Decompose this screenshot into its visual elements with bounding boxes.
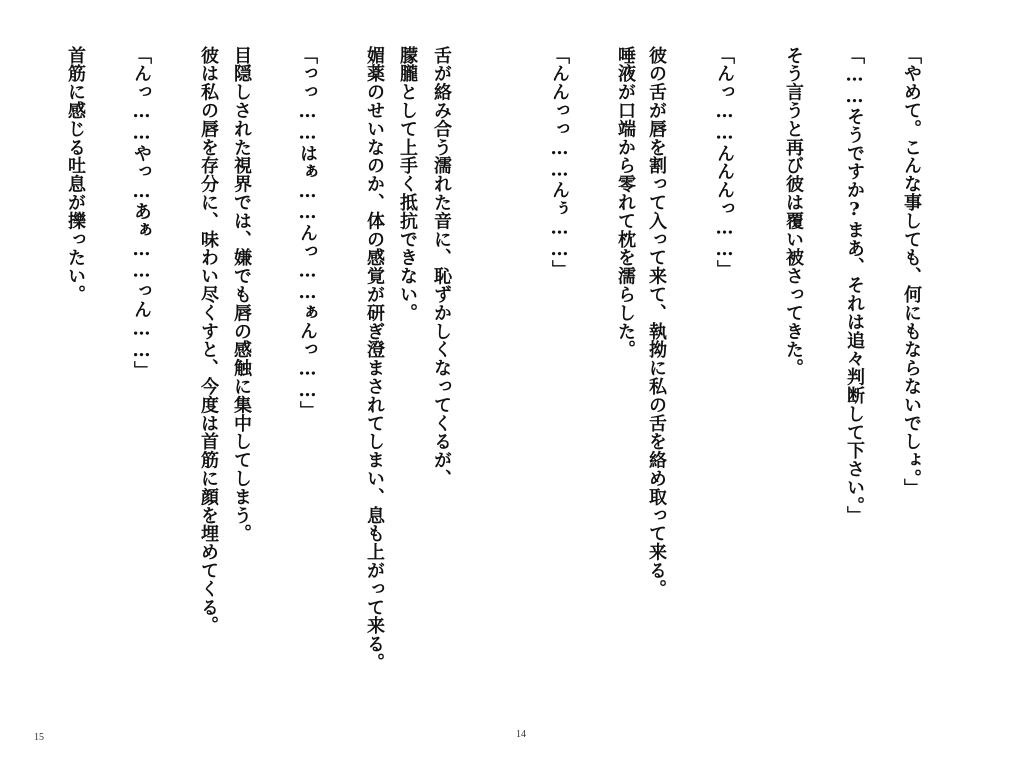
text-line-12: 目隠しされた視界では、嫌でも唇の感触に集中してしまう。 (231, 46, 252, 543)
text-line-11: 「っっ……はぁ……んっ……ぁんっ……」 (297, 46, 318, 420)
text-line-1: 「やめて。こんな事しても、何にもならないでしょ。」 (901, 46, 922, 497)
text-line-7: 「んんっっ……んぅ……」 (549, 46, 570, 279)
text-line-6: 唾液が口端から零れて枕を濡らした。 (615, 46, 636, 359)
page-number-right: 14 (516, 729, 526, 740)
text-line-2: 「……そうですか?まあ、それは追々判断して下さい。」 (844, 46, 865, 525)
text-line-14: 「んっ……やっ…あぁ……っん……」 (131, 46, 152, 380)
text-line-3: そう言うと再び彼は覆い被さってきた。 (783, 46, 804, 378)
text-line-9: 朦朧として上手く抵抗できない。 (397, 46, 418, 322)
text-line-5: 彼の舌が唇を割って入って来て、執拗に私の舌を絡め取って来る。 (646, 46, 667, 598)
page-number-left: 15 (34, 732, 44, 743)
text-line-13: 彼は私の唇を存分に、味わい尽くすと、今度は首筋に顔を埋めてくる。 (198, 46, 219, 635)
text-line-4: 「んっ……んんんっ……」 (714, 46, 735, 279)
text-line-8: 舌が絡み合う濡れた音に、恥ずかしくなってくるが、 (431, 46, 452, 488)
text-line-10: 媚薬のせいなのか、体の感覚が研ぎ澄まされてしまい、息も上がって来る。 (364, 46, 385, 672)
text-line-15: 首筋に感じる吐息が擽ったい。 (65, 46, 86, 304)
